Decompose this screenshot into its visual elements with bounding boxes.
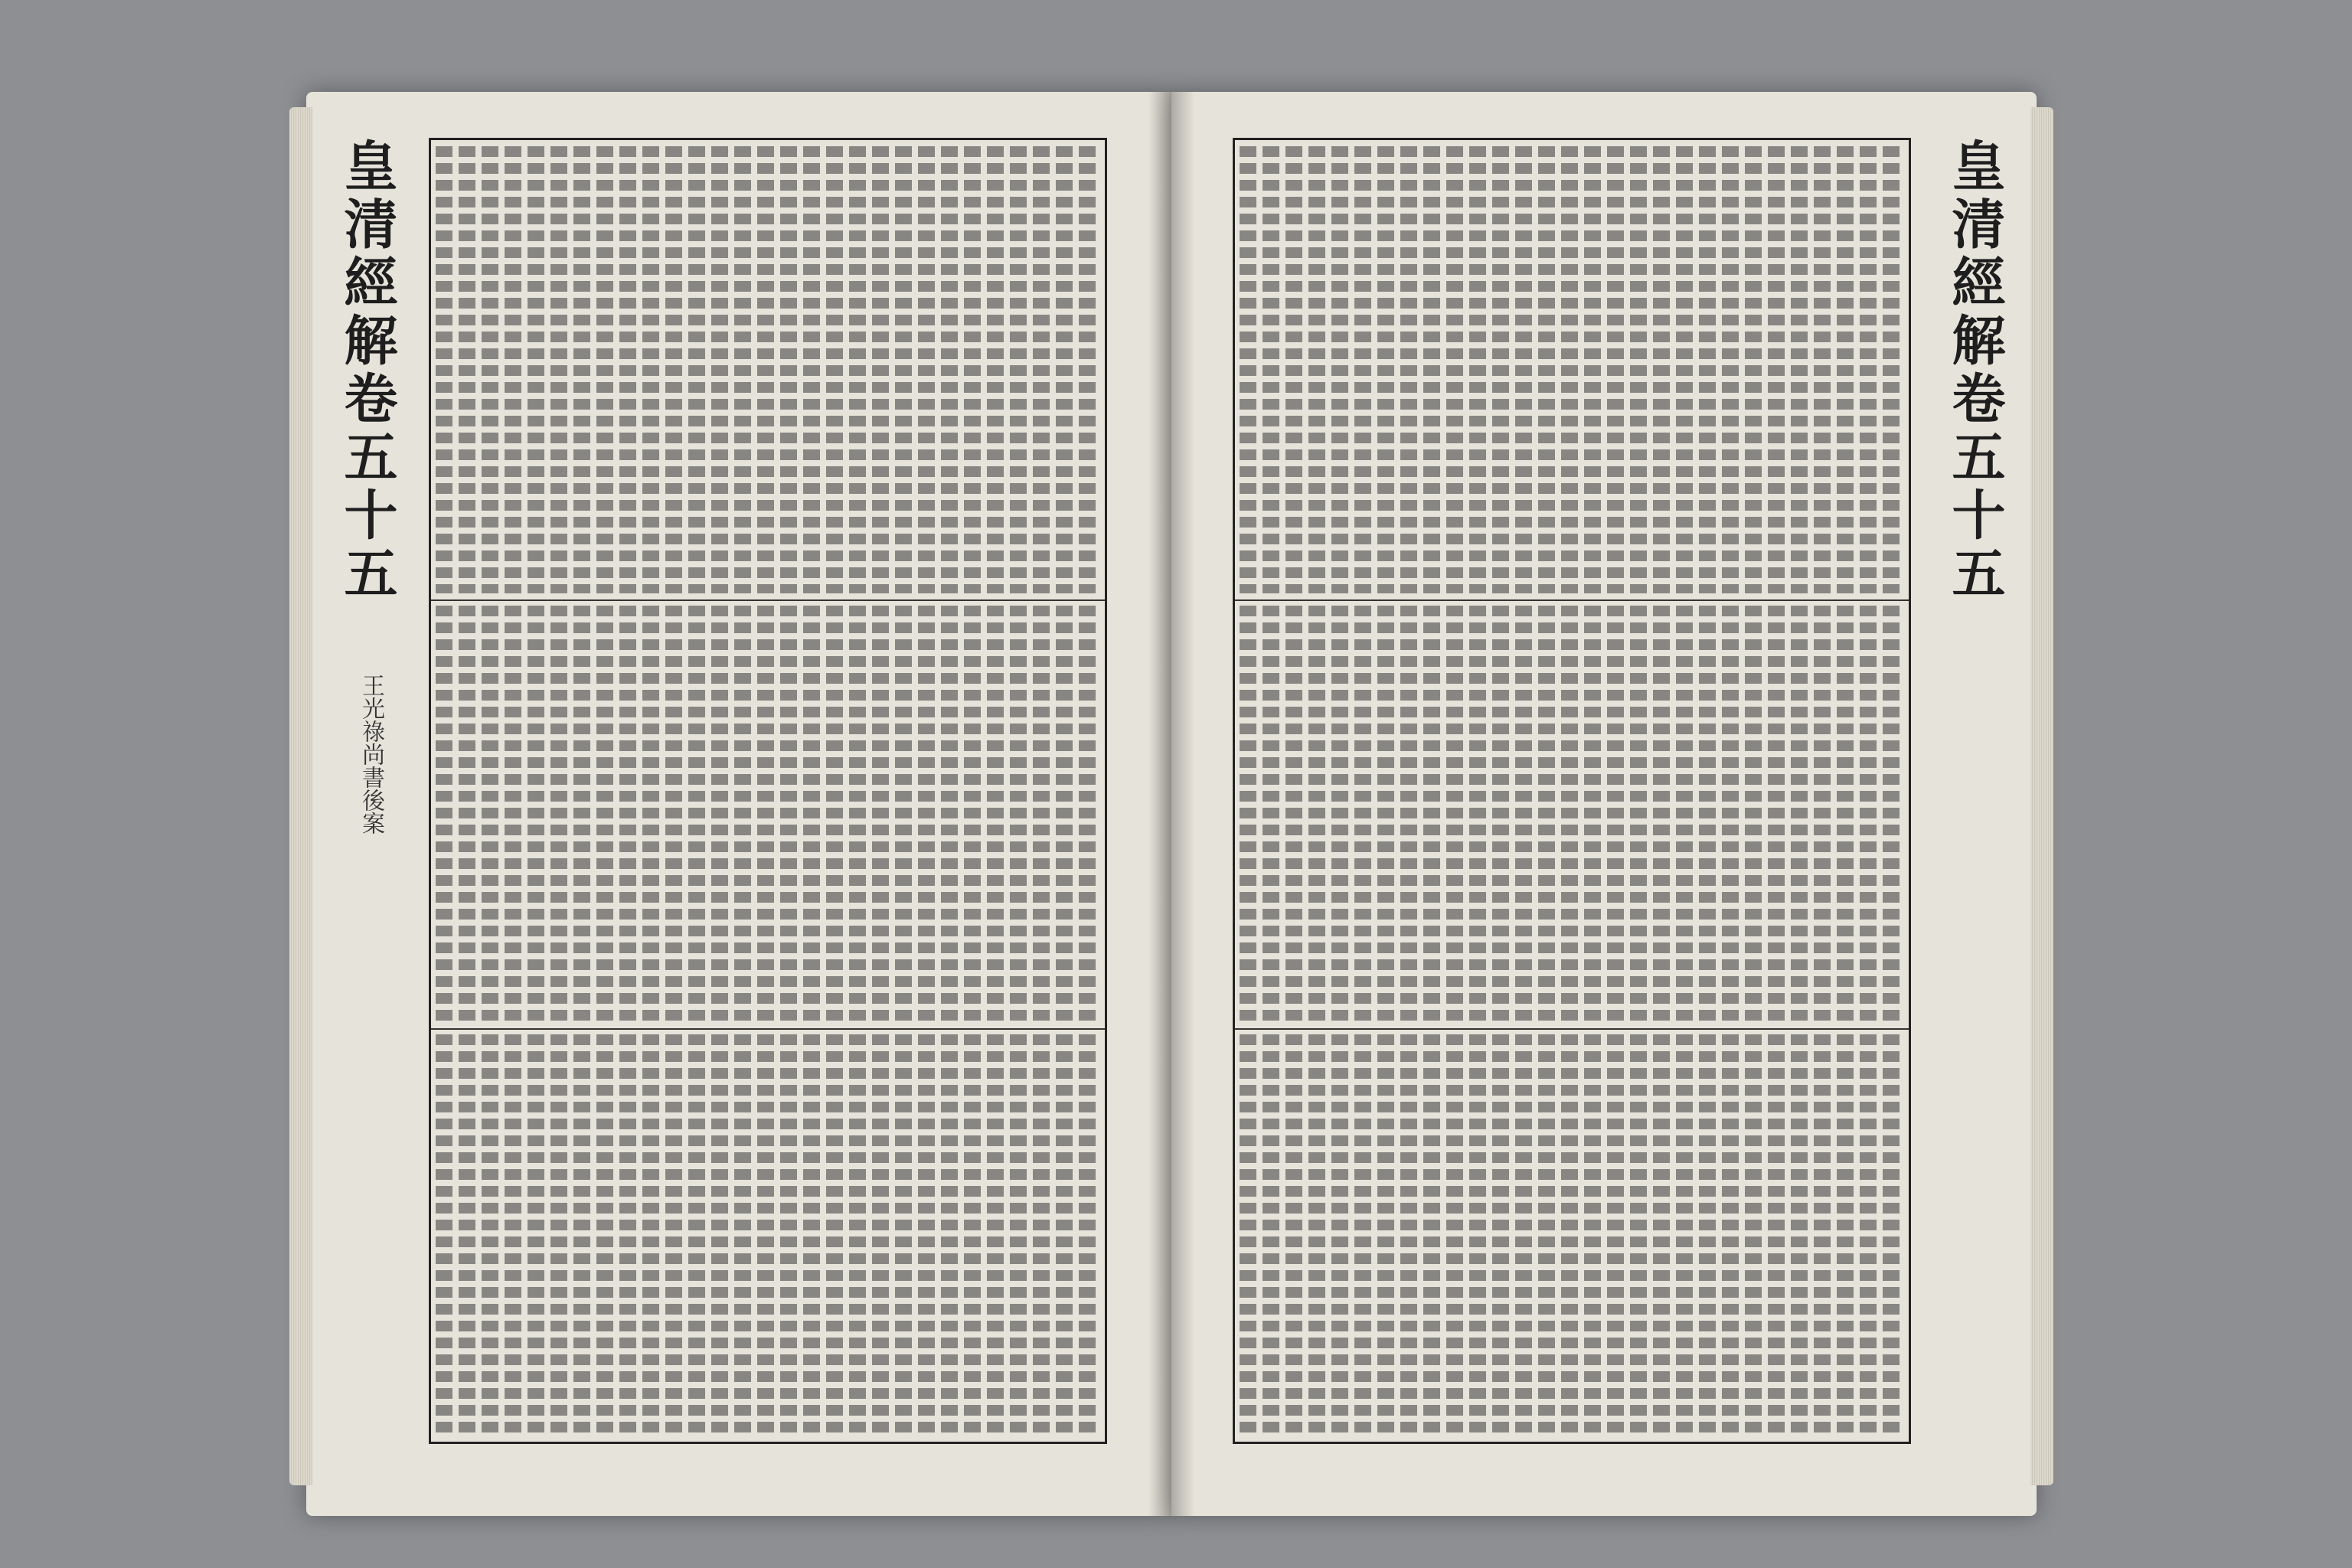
text-column [987, 1034, 1004, 1436]
text-column [1699, 1034, 1716, 1436]
text-column [1423, 146, 1440, 593]
right-title-text: 皇清經解 [1943, 138, 2007, 371]
text-column [573, 146, 590, 593]
text-column [1079, 606, 1096, 1022]
text-column [895, 146, 912, 593]
text-column [1676, 606, 1693, 1022]
text-column [482, 146, 498, 593]
text-column [1607, 146, 1624, 593]
text-column [688, 146, 705, 593]
right-running-title [1945, 138, 2014, 603]
text-column [619, 1034, 636, 1436]
text-column [1837, 1034, 1854, 1436]
text-column [642, 1034, 659, 1436]
text-column [1883, 1034, 1900, 1436]
text-column [780, 146, 797, 593]
text-column [1285, 1034, 1302, 1436]
text-column [642, 146, 659, 593]
text-column [1561, 1034, 1578, 1436]
page-edges-left [289, 107, 312, 1485]
text-column [1240, 146, 1256, 593]
text-column [436, 146, 452, 593]
text-column [895, 606, 912, 1022]
text-column [1469, 146, 1486, 593]
text-column [1308, 1034, 1325, 1436]
text-column [1492, 146, 1509, 593]
text-column [1308, 146, 1325, 593]
text-column [1630, 606, 1647, 1022]
text-column [619, 146, 636, 593]
text-column [1538, 1034, 1555, 1436]
text-column [1354, 1034, 1371, 1436]
text-column [596, 1034, 613, 1436]
text-column [1676, 1034, 1693, 1436]
text-column [1722, 1034, 1739, 1436]
text-column [987, 606, 1004, 1022]
text-column [459, 1034, 475, 1436]
text-column [1492, 1034, 1509, 1436]
text-column [711, 1034, 728, 1436]
text-column [505, 146, 521, 593]
left-colophon: 王光祿尚書後案 [358, 674, 384, 835]
text-column [505, 1034, 521, 1436]
text-column [849, 146, 866, 593]
text-column [1033, 1034, 1050, 1436]
book-gutter [1148, 92, 1194, 1516]
text-column [803, 606, 820, 1022]
text-column [1561, 146, 1578, 593]
left-page [306, 92, 1171, 1516]
text-column [780, 606, 797, 1022]
right-upper-register [1235, 140, 1909, 601]
text-column [1883, 606, 1900, 1022]
text-column [1033, 146, 1050, 593]
text-column [780, 1034, 797, 1436]
text-column [1814, 146, 1831, 593]
text-column [642, 606, 659, 1022]
text-column [1285, 606, 1302, 1022]
right-middle-register [1235, 599, 1909, 1030]
text-column [1056, 1034, 1073, 1436]
text-column [1331, 1034, 1348, 1436]
text-column [1079, 1034, 1096, 1436]
text-column [1653, 1034, 1670, 1436]
text-column [550, 146, 567, 593]
left-running-title [337, 138, 406, 603]
text-column [436, 606, 452, 1022]
text-column [849, 606, 866, 1022]
text-column [826, 1034, 843, 1436]
text-column [1607, 1034, 1624, 1436]
text-column [711, 606, 728, 1022]
text-column [1423, 606, 1440, 1022]
text-column [1837, 606, 1854, 1022]
text-column [528, 1034, 544, 1436]
text-column [964, 1034, 981, 1436]
text-column [803, 1034, 820, 1436]
text-column [872, 1034, 889, 1436]
text-column [872, 606, 889, 1022]
text-column [1377, 146, 1394, 593]
text-column [1883, 146, 1900, 593]
text-column [803, 146, 820, 593]
text-column [1538, 606, 1555, 1022]
text-column [734, 146, 751, 593]
text-column [1653, 606, 1670, 1022]
text-column [1423, 1034, 1440, 1436]
text-column [1285, 146, 1302, 593]
text-column [528, 146, 544, 593]
text-column [1377, 606, 1394, 1022]
text-column [1584, 1034, 1601, 1436]
text-column [849, 1034, 866, 1436]
text-column [1400, 606, 1417, 1022]
text-column [619, 606, 636, 1022]
text-column [1745, 606, 1762, 1022]
text-column [550, 606, 567, 1022]
text-column [1653, 146, 1670, 593]
text-column [665, 1034, 682, 1436]
right-volume-text: 卷五十五 [1943, 371, 2007, 603]
text-column [1056, 146, 1073, 593]
text-column [1240, 1034, 1256, 1436]
text-column [573, 1034, 590, 1436]
text-column [1515, 606, 1532, 1022]
text-column [459, 606, 475, 1022]
text-column [1492, 606, 1509, 1022]
left-upper-register [431, 140, 1105, 601]
text-column [757, 1034, 774, 1436]
text-column [1584, 146, 1601, 593]
text-column [1263, 146, 1279, 593]
text-column [941, 146, 958, 593]
text-column [1814, 1034, 1831, 1436]
text-column [757, 606, 774, 1022]
text-column [688, 1034, 705, 1436]
text-column [1630, 1034, 1647, 1436]
text-column [1860, 1034, 1877, 1436]
text-column [1676, 146, 1693, 593]
text-column [941, 606, 958, 1022]
text-column [573, 606, 590, 1022]
text-column [1354, 146, 1371, 593]
text-column [711, 146, 728, 593]
text-column [757, 146, 774, 593]
text-column [1446, 1034, 1463, 1436]
text-column [1010, 146, 1027, 593]
text-column [1630, 146, 1647, 593]
text-column [665, 606, 682, 1022]
text-column [1837, 146, 1854, 593]
text-column [665, 146, 682, 593]
text-column [1791, 606, 1808, 1022]
right-text-frame [1233, 138, 1911, 1444]
text-column [895, 1034, 912, 1436]
text-column [1814, 606, 1831, 1022]
text-column [596, 146, 613, 593]
text-column [1791, 1034, 1808, 1436]
text-column [1010, 606, 1027, 1022]
open-book [306, 92, 2037, 1516]
text-column [688, 606, 705, 1022]
text-column [964, 606, 981, 1022]
text-column [918, 146, 935, 593]
text-column [482, 1034, 498, 1436]
text-column [482, 606, 498, 1022]
page-edges-right [2030, 107, 2053, 1485]
text-column [1860, 146, 1877, 593]
text-column [1400, 1034, 1417, 1436]
text-column [1561, 606, 1578, 1022]
text-column [1768, 606, 1785, 1022]
text-column [1377, 1034, 1394, 1436]
text-column [1240, 606, 1256, 1022]
text-column [987, 146, 1004, 593]
text-column [505, 606, 521, 1022]
text-column [1699, 146, 1716, 593]
left-title-text: 皇清經解 [335, 138, 399, 371]
text-column [1263, 1034, 1279, 1436]
text-column [918, 606, 935, 1022]
text-column [1791, 146, 1808, 593]
text-column [1354, 606, 1371, 1022]
text-column [596, 606, 613, 1022]
text-column [1515, 146, 1532, 593]
text-column [1331, 146, 1348, 593]
text-column [1538, 146, 1555, 593]
left-volume-text: 卷五十五 [335, 371, 399, 603]
right-page [1171, 92, 2037, 1516]
text-column [1010, 1034, 1027, 1436]
text-column [734, 606, 751, 1022]
text-column [826, 606, 843, 1022]
text-column [436, 1034, 452, 1436]
left-text-frame [429, 138, 1107, 1444]
text-column [1515, 1034, 1532, 1436]
text-column [1400, 146, 1417, 593]
text-column [1308, 606, 1325, 1022]
right-lower-register [1235, 1028, 1909, 1442]
text-column [918, 1034, 935, 1436]
text-column [1079, 146, 1096, 593]
text-column [528, 606, 544, 1022]
text-column [1722, 146, 1739, 593]
text-column [1584, 606, 1601, 1022]
text-column [1056, 606, 1073, 1022]
text-column [1033, 606, 1050, 1022]
text-column [459, 146, 475, 593]
text-column [1745, 1034, 1762, 1436]
left-lower-register [431, 1028, 1105, 1442]
text-column [1263, 606, 1279, 1022]
text-column [1768, 146, 1785, 593]
text-column [1607, 606, 1624, 1022]
text-column [1745, 146, 1762, 593]
text-column [1768, 1034, 1785, 1436]
text-column [964, 146, 981, 593]
text-column [734, 1034, 751, 1436]
text-column [1331, 606, 1348, 1022]
text-column [1469, 1034, 1486, 1436]
text-column [1446, 606, 1463, 1022]
text-column [1699, 606, 1716, 1022]
text-column [872, 146, 889, 593]
text-column [1446, 146, 1463, 593]
text-column [550, 1034, 567, 1436]
text-column [1469, 606, 1486, 1022]
text-column [1860, 606, 1877, 1022]
text-column [941, 1034, 958, 1436]
text-column [1722, 606, 1739, 1022]
left-middle-register [431, 599, 1105, 1030]
text-column [826, 146, 843, 593]
